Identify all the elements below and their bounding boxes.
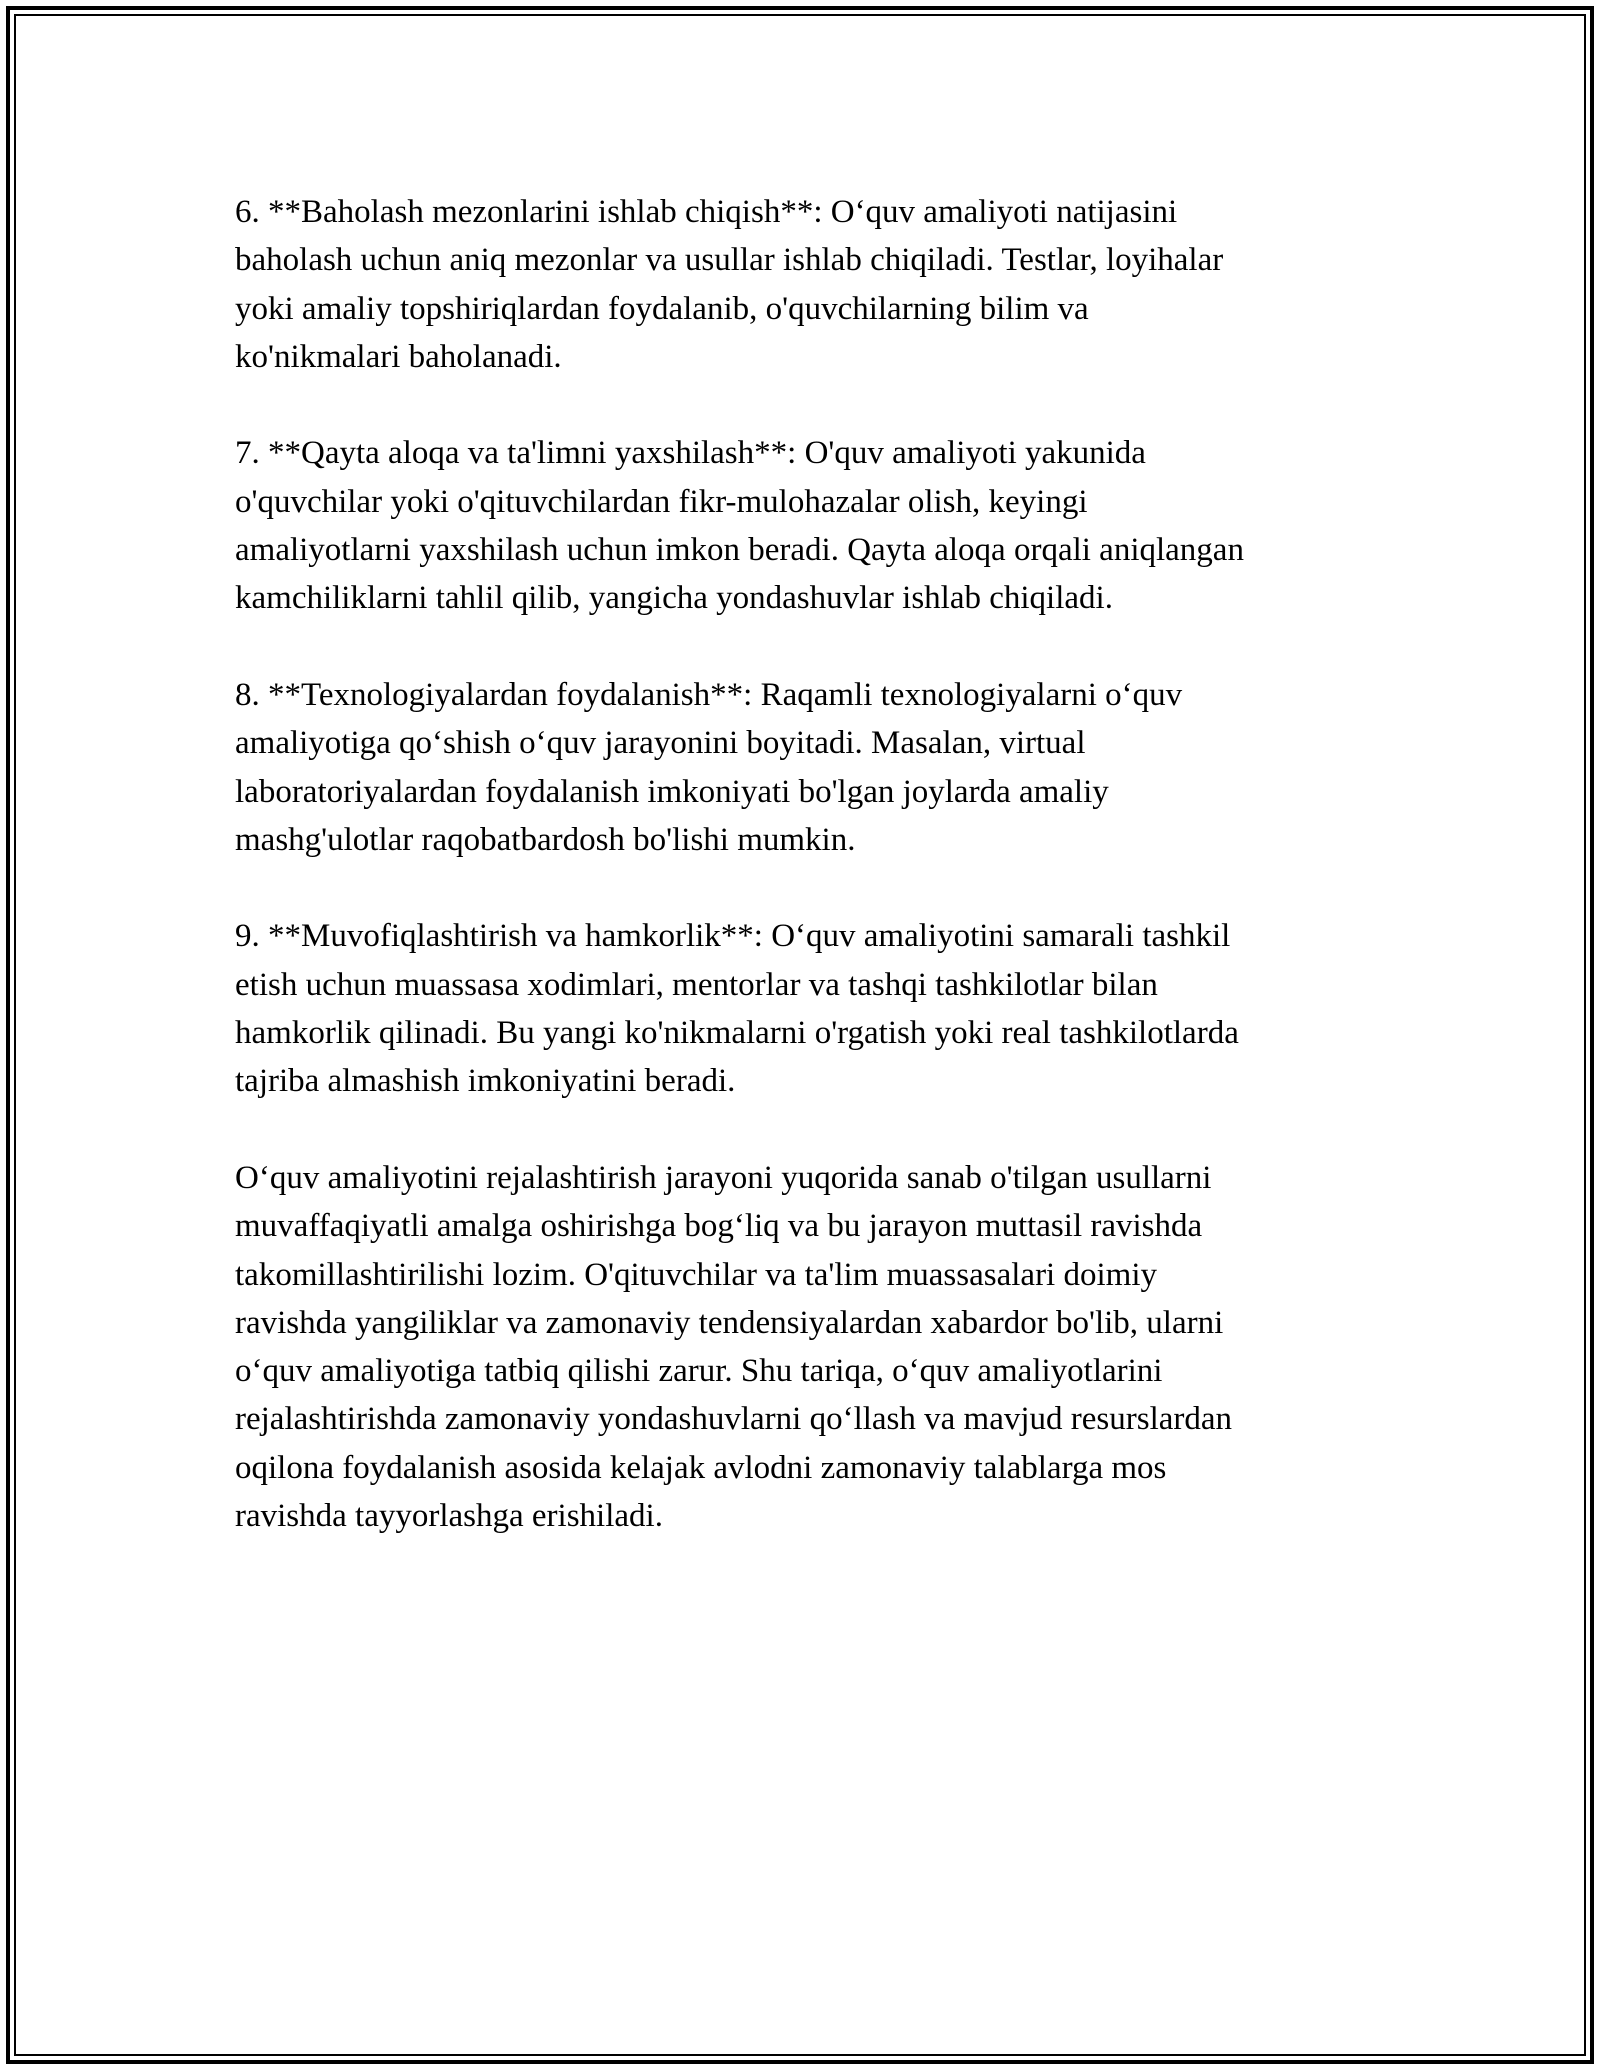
document-body	[235, 188, 1375, 1589]
text-line: rejalashtirishda zamonaviy yondashuvlarni qo‘llash va mavjud resurslardan	[235, 1401, 1233, 1438]
text-line: 7. **Qayta aloqa va ta'limni yaxshilash**: O'quv amaliyoti yakunida	[235, 435, 1146, 472]
text-line: oqilona foydalanish asosida kelajak avlodni zamonaviy talablarga mos	[235, 1449, 1167, 1486]
paragraph-conclusion	[235, 1154, 1375, 1540]
text-line: takomillashtirilishi lozim. O'qituvchilar va ta'lim muassasalari doimiy	[235, 1256, 1157, 1293]
text-line: O‘quv amaliyotini rejalashtirish jarayoni yuqorida sanab o'tilgan usullarni	[235, 1159, 1212, 1196]
paragraph-item-8	[235, 671, 1375, 864]
text-line: o‘quv amaliyotiga tatbiq qilishi zarur. Shu tariqa, o‘quv amaliyotlarini	[235, 1353, 1163, 1390]
text-line: ko'nikmalari baholanadi.	[235, 338, 562, 375]
text-line: ravishda tayyorlashga erishiladi.	[235, 1498, 663, 1535]
text-line: etish uchun muassasa xodimlari, mentorlar va tashqi tashkilotlar bilan	[235, 966, 1158, 1003]
text-line: 6. **Baholash mezonlarini ishlab chiqish**: O‘quv amaliyoti natijasini	[235, 194, 1178, 230]
paragraph-item-6	[235, 188, 1375, 381]
text-line: 9. **Muvofiqlashtirish va hamkorlik**: O‘quv amaliyotini samarali tashkil	[235, 918, 1231, 955]
text-line: laboratoriyalardan foydalanish imkoniyati bo'lgan joylarda amaliy	[235, 773, 1109, 810]
text-line: muvaffaqiyatli amalga oshirishga bog‘liq va bu jarayon muttasil ravishda	[235, 1208, 1203, 1245]
text-line: hamkorlik qilinadi. Bu yangi ko'nikmalarni o'rgatish yoki real tashkilotlarda	[235, 1015, 1239, 1052]
text-line: baholash uchun aniq mezonlar va usullar ishlab chiqiladi. Testlar, loyihalar	[235, 242, 1224, 279]
text-line: amaliyotlarni yaxshilash uchun imkon beradi. Qayta aloqa orqali aniqlangan	[235, 532, 1244, 569]
text-line: tajriba almashish imkoniyatini beradi.	[235, 1063, 736, 1100]
paragraph-item-7	[235, 429, 1375, 622]
text-line: amaliyotiga qo‘shish o‘quv jarayonini boyitadi. Masalan, virtual	[235, 725, 1086, 762]
text-line: kamchiliklarni tahlil qilib, yangicha yondashuvlar ishlab chiqiladi.	[235, 580, 1113, 617]
text-line: 8. **Texnologiyalardan foydalanish**: Raqamli texnologiyalarni o‘quv	[235, 676, 1183, 713]
text-line: ravishda yangiliklar va zamonaviy tendensiyalardan xabardor bo'lib, ularni	[235, 1304, 1224, 1341]
paragraph-item-9	[235, 912, 1375, 1105]
text-line: o'quvchilar yoki o'qituvchilardan fikr-mulohazalar olish, keyingi	[235, 483, 1088, 520]
text-line: yoki amaliy topshiriqlardan foydalanib, o'quvchilarning bilim va	[235, 290, 1089, 327]
text-line: mashg'ulotlar raqobatbardosh bo'lishi mumkin.	[235, 821, 856, 858]
